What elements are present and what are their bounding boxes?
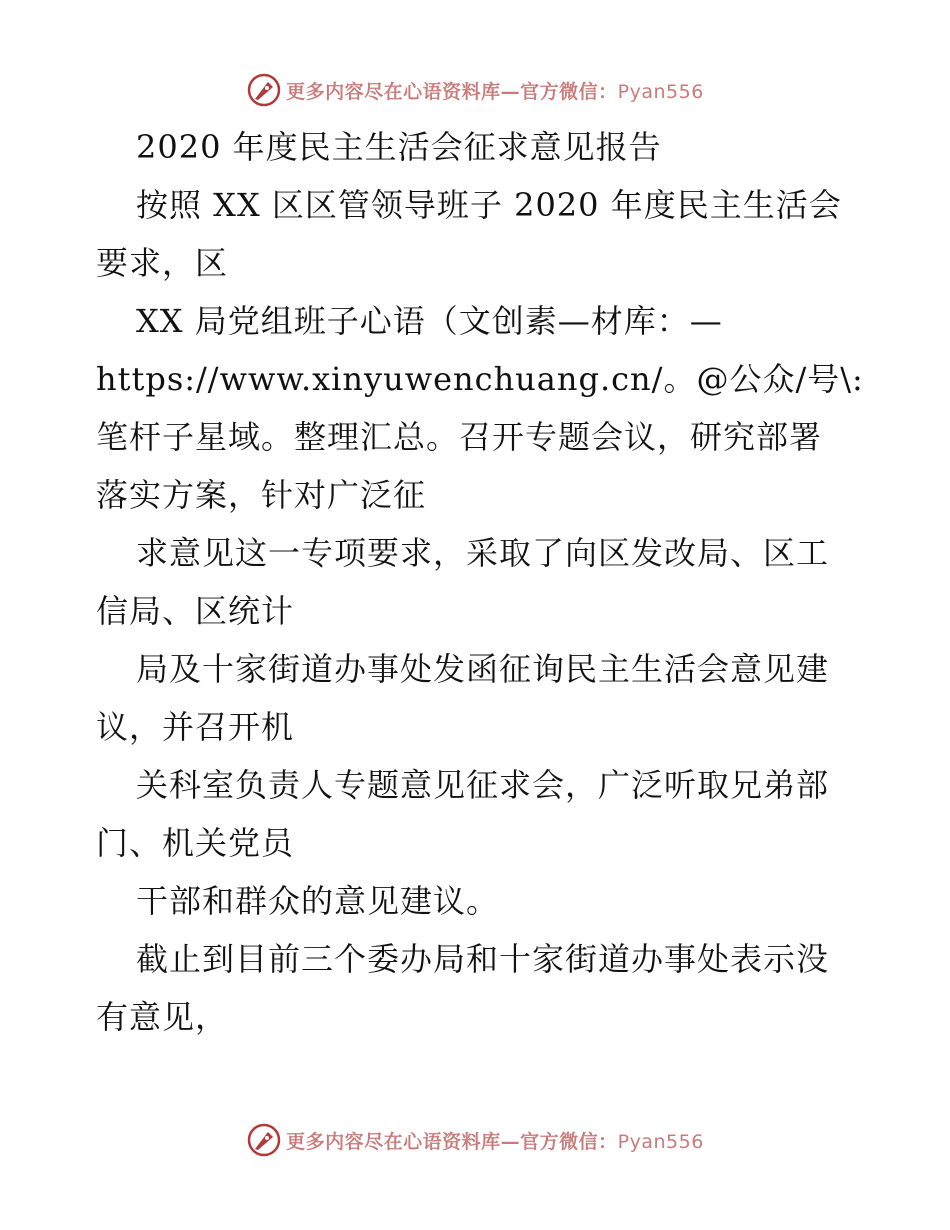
watermark-text: 更多内容尽在心语资料库—官方微信：Pyan556 <box>286 80 704 103</box>
text-line: 门、机关党员 <box>96 824 295 862</box>
text-line: 议，并召开机 <box>96 708 295 746</box>
text-line: 要求，区 <box>96 244 229 282</box>
pen-nib-logo-icon <box>246 72 282 108</box>
text-line: 截止到目前三个委办局和十家街道办事处表示没 <box>136 940 830 978</box>
pen-nib-logo-icon <box>246 1122 282 1158</box>
text-line: 有意见， <box>96 998 229 1036</box>
document-body <box>96 118 864 1046</box>
text-line: 按照 XX 区区管领导班子 2020 年度民主生活会 <box>136 186 842 224</box>
watermark-text: 更多内容尽在心语资料库—官方微信：Pyan556 <box>286 1130 704 1153</box>
text-line: 干部和群众的意见建议。 <box>136 882 500 920</box>
header-watermark <box>0 70 950 110</box>
text-line: 局及十家街道办事处发函征询民主生活会意见建 <box>136 650 830 688</box>
text-line: 关科室负责人专题意见征求会，广泛听取兄弟部 <box>136 766 830 804</box>
text-line: 信局、区统计 <box>96 592 295 630</box>
text-line: https://www.xinyuwenchuang.cn/。@公众/号\: <box>96 360 864 398</box>
text-line: XX 局党组班子心语（文创素—材库：— <box>136 302 723 340</box>
text-line: 笔杆子星域。整理汇总。召开专题会议，研究部署 <box>96 418 823 456</box>
text-line: 落实方案，针对广泛征 <box>96 476 427 514</box>
footer-watermark <box>0 1120 950 1160</box>
text-line: 2020 年度民主生活会征求意见报告 <box>136 128 662 166</box>
text-line: 求意见这一专项要求，采取了向区发改局、区工 <box>136 534 830 572</box>
